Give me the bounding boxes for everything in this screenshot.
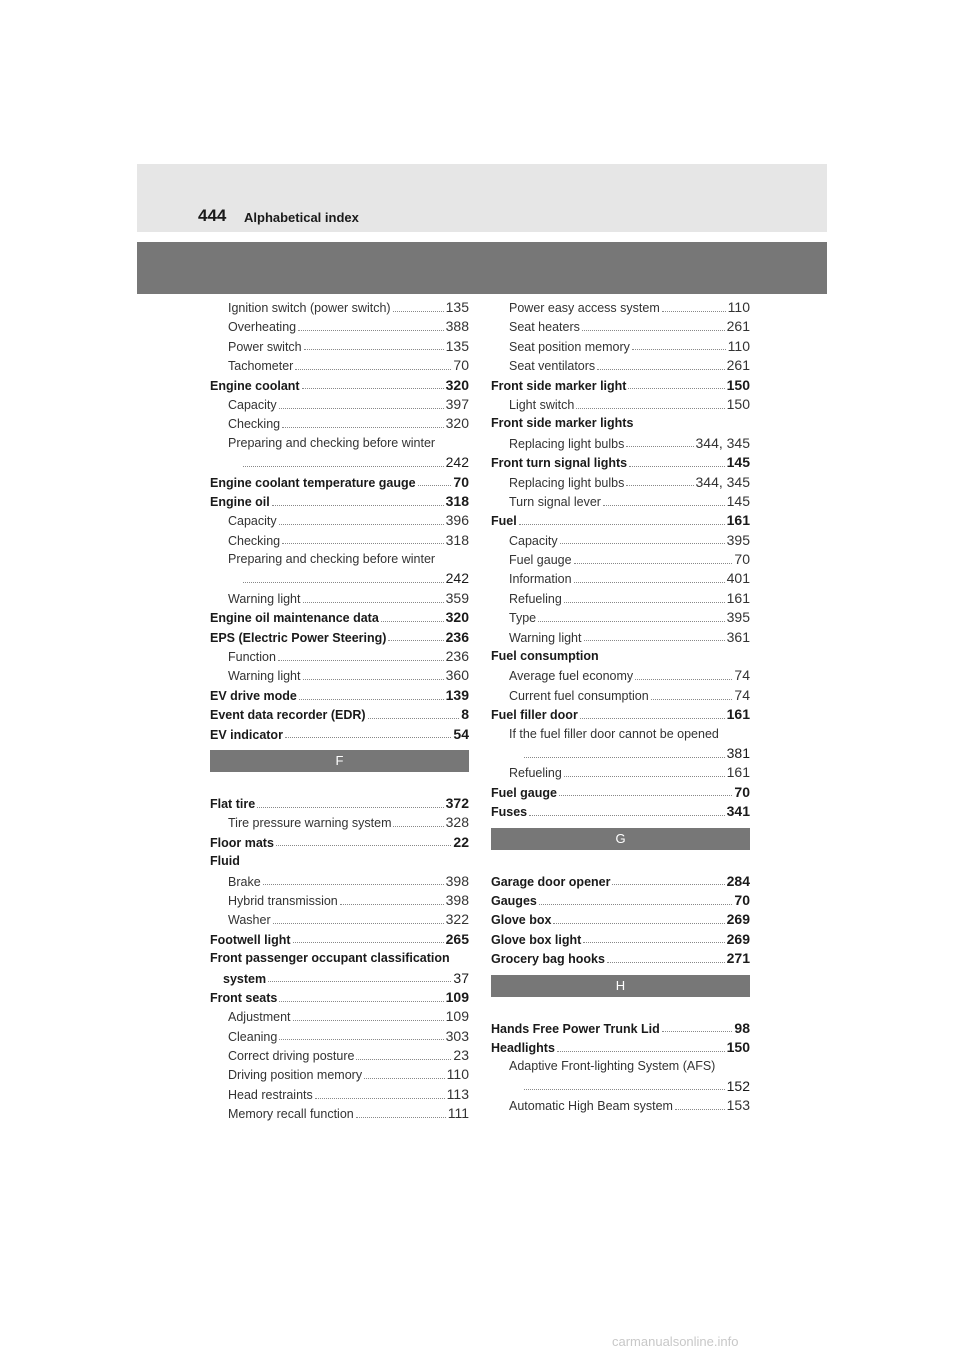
dot-leader xyxy=(574,562,733,564)
page-reference[interactable]: 110 xyxy=(727,337,750,354)
dot-leader xyxy=(629,465,725,467)
index-entry-text: Fuel xyxy=(491,514,517,529)
index-entry-text: If the fuel filler door cannot be opened xyxy=(509,726,719,741)
index-entry[interactable] xyxy=(210,647,469,666)
page-reference[interactable]: 150 xyxy=(726,376,750,393)
index-entry[interactable] xyxy=(491,317,750,336)
page-reference[interactable]: 70 xyxy=(734,891,750,908)
dot-leader xyxy=(612,883,724,885)
index-entry[interactable] xyxy=(491,376,750,395)
dot-leader xyxy=(524,1088,725,1090)
page-reference[interactable]: 110 xyxy=(727,299,750,315)
index-entry[interactable] xyxy=(210,872,469,891)
index-entry[interactable] xyxy=(210,969,469,988)
dot-leader xyxy=(574,581,725,583)
page-reference[interactable]: 344, 345 xyxy=(695,473,750,490)
index-entry[interactable] xyxy=(210,337,469,356)
decorative-band xyxy=(137,242,827,294)
index-entry[interactable] xyxy=(491,550,750,569)
dot-leader xyxy=(295,368,451,370)
index-entry[interactable] xyxy=(491,872,750,891)
page-reference[interactable]: 261 xyxy=(726,357,750,374)
index-entry[interactable] xyxy=(210,910,469,929)
dot-leader xyxy=(302,387,444,389)
index-entry[interactable] xyxy=(491,725,750,744)
index-entry[interactable] xyxy=(210,414,469,433)
index-entry-text: Preparing and checking before winter xyxy=(228,435,436,450)
index-entry[interactable] xyxy=(491,628,750,647)
page-reference[interactable]: 269 xyxy=(726,911,750,928)
index-entry[interactable] xyxy=(491,666,750,685)
index-entry-text: system xyxy=(223,971,267,986)
page-reference[interactable]: 269 xyxy=(726,930,750,947)
dot-leader xyxy=(583,941,724,943)
page-reference[interactable]: 303 xyxy=(445,1027,469,1044)
index-entry-text: Tachometer xyxy=(228,359,294,374)
index-entry[interactable] xyxy=(491,569,750,588)
page-reference[interactable]: 70 xyxy=(453,473,469,490)
dot-leader xyxy=(278,659,444,661)
index-entry[interactable] xyxy=(491,1057,750,1076)
page-reference[interactable]: 109 xyxy=(445,988,469,1005)
index-entry-text: Engine coolant xyxy=(210,378,300,393)
page-reference[interactable]: 359 xyxy=(445,589,469,606)
index-entry-text: Fuses xyxy=(491,805,528,820)
page-reference[interactable]: 395 xyxy=(726,609,750,626)
index-entry-text: Flat tire xyxy=(210,796,256,811)
dot-leader xyxy=(279,1038,443,1040)
index-entry-text: Brake xyxy=(228,874,261,889)
index-entry[interactable] xyxy=(491,763,750,782)
index-entry[interactable] xyxy=(491,453,750,472)
dot-leader xyxy=(243,465,444,467)
index-entry-text: Replacing light bulbs xyxy=(509,436,625,451)
dot-leader xyxy=(279,1000,443,1002)
index-entry-text: Front passenger occupant classification xyxy=(210,951,450,966)
page-reference[interactable]: 152 xyxy=(726,1077,750,1094)
page-reference[interactable]: 242 xyxy=(445,454,469,471)
index-entry[interactable] xyxy=(491,647,750,666)
dot-leader xyxy=(607,961,725,963)
index-entry-text: Preparing and checking before winter xyxy=(228,552,436,567)
index-entry[interactable] xyxy=(491,434,750,453)
page-reference[interactable]: 150 xyxy=(726,1038,750,1055)
dot-leader xyxy=(293,941,444,943)
index-entry-text: Average fuel economy xyxy=(509,669,634,684)
index-entry[interactable] xyxy=(491,473,750,492)
dot-leader xyxy=(560,542,725,544)
dot-leader xyxy=(626,484,693,486)
index-entry-text: Hands Free Power Trunk Lid xyxy=(491,1021,660,1036)
dot-leader xyxy=(603,504,725,506)
index-entry[interactable] xyxy=(491,395,750,414)
dot-leader xyxy=(356,1058,451,1060)
dot-leader xyxy=(299,698,444,700)
dot-leader xyxy=(315,1097,445,1099)
dot-leader xyxy=(539,903,733,905)
index-entry-text: Information xyxy=(509,572,572,587)
page-reference[interactable]: 401 xyxy=(726,570,750,587)
index-entry-text: Type xyxy=(509,611,537,626)
dot-leader xyxy=(257,806,443,808)
index-entry[interactable] xyxy=(210,725,469,744)
dot-leader xyxy=(243,581,444,583)
index-entry[interactable] xyxy=(491,930,750,949)
page-reference[interactable]: 113 xyxy=(446,1085,469,1102)
index-entry-text: Warning light xyxy=(228,591,301,606)
index-entry-text: Seat position memory xyxy=(509,339,630,354)
dot-leader xyxy=(651,698,733,700)
index-entry[interactable] xyxy=(210,1104,469,1123)
index-entry-text: Checking xyxy=(228,533,281,548)
index-entry[interactable] xyxy=(210,473,469,492)
dot-leader xyxy=(388,639,443,641)
index-entry[interactable] xyxy=(491,1096,750,1115)
index-entry-text: Washer xyxy=(228,913,271,928)
dot-leader xyxy=(393,825,443,827)
index-entry-text: Garage door opener xyxy=(491,874,611,889)
page-reference[interactable]: 318 xyxy=(445,531,469,548)
page-reference[interactable]: 145 xyxy=(726,454,750,471)
index-entry[interactable] xyxy=(210,376,469,395)
index-entry-text: Turn signal lever xyxy=(509,494,601,509)
index-entry[interactable] xyxy=(210,949,469,968)
index-entry[interactable] xyxy=(210,395,469,414)
index-entry[interactable] xyxy=(210,434,469,453)
index-entry-text: Fuel gauge xyxy=(509,553,572,568)
index-entry[interactable] xyxy=(210,356,469,375)
page-reference[interactable]: 320 xyxy=(445,415,469,432)
page-reference[interactable]: 395 xyxy=(726,531,750,548)
page-reference[interactable]: 372 xyxy=(445,794,469,811)
dot-leader xyxy=(263,883,444,885)
index-entry[interactable] xyxy=(491,298,750,317)
index-entry[interactable] xyxy=(491,705,750,724)
page-reference[interactable]: 22 xyxy=(453,833,469,850)
index-entry[interactable] xyxy=(491,686,750,705)
page-reference[interactable]: 74 xyxy=(734,667,750,684)
index-entry-text: Fuel gauge xyxy=(491,785,557,800)
index-entry[interactable] xyxy=(491,783,750,802)
index-column-right xyxy=(491,298,750,1115)
index-entry-text: Capacity xyxy=(228,397,277,412)
index-entry-text: Grocery bag hooks xyxy=(491,952,605,967)
index-entry-text: Refueling xyxy=(509,766,562,781)
dot-leader xyxy=(272,504,444,506)
page-reference[interactable]: 150 xyxy=(726,395,750,412)
page-reference[interactable]: 236 xyxy=(445,628,469,645)
dot-leader xyxy=(597,368,724,370)
dot-leader xyxy=(553,922,724,924)
dot-leader xyxy=(381,620,444,622)
dot-leader xyxy=(279,407,444,409)
dot-leader xyxy=(626,445,693,447)
index-entry[interactable] xyxy=(491,1019,750,1038)
dot-leader xyxy=(662,1030,733,1032)
index-entry[interactable] xyxy=(210,453,469,472)
dot-leader xyxy=(276,844,452,846)
dot-leader xyxy=(628,387,724,389)
index-entry[interactable] xyxy=(210,988,469,1007)
dot-leader xyxy=(632,348,726,350)
dot-leader xyxy=(564,775,725,777)
page-reference[interactable]: 110 xyxy=(446,1066,469,1083)
index-entry[interactable] xyxy=(491,511,750,530)
page-reference[interactable]: 37 xyxy=(453,969,469,986)
index-entry-text: Memory recall function xyxy=(228,1107,354,1122)
index-entry[interactable] xyxy=(210,298,469,317)
index-entry-text: Current fuel consumption xyxy=(509,688,649,703)
index-entry[interactable] xyxy=(210,686,469,705)
dot-leader xyxy=(675,1108,725,1110)
page-reference[interactable]: 70 xyxy=(734,551,750,568)
page-reference[interactable]: 161 xyxy=(726,589,750,606)
index-entry[interactable] xyxy=(491,1038,750,1057)
index-entry[interactable] xyxy=(491,589,750,608)
index-entry-text: Front side marker lights xyxy=(491,416,634,431)
dot-leader xyxy=(273,922,444,924)
index-entry-text: Fuel filler door xyxy=(491,708,578,723)
index-entry-text: Fluid xyxy=(210,854,240,869)
index-entry-text: Front seats xyxy=(210,990,278,1005)
index-entry-text: Capacity xyxy=(228,514,277,529)
dot-leader xyxy=(268,980,451,982)
index-entry-text: Function xyxy=(228,650,276,665)
page-reference[interactable]: 70 xyxy=(453,357,469,374)
index-entry[interactable] xyxy=(210,531,469,550)
header-band xyxy=(137,164,827,232)
index-entry[interactable] xyxy=(210,833,469,852)
page-reference[interactable]: 396 xyxy=(445,512,469,529)
index-entry-text: Floor mats xyxy=(210,835,274,850)
dot-leader xyxy=(282,542,444,544)
index-entry-text: Footwell light xyxy=(210,932,291,947)
page-reference[interactable]: 145 xyxy=(726,492,750,509)
index-entry[interactable] xyxy=(210,589,469,608)
page-reference[interactable]: 54 xyxy=(453,725,469,742)
index-entry-text: Overheating xyxy=(228,320,297,335)
index-entry[interactable] xyxy=(210,705,469,724)
page-reference[interactable]: 318 xyxy=(445,492,469,509)
index-entry[interactable] xyxy=(210,930,469,949)
page-reference[interactable]: 271 xyxy=(726,950,750,967)
index-entry[interactable] xyxy=(491,744,750,763)
index-entry[interactable] xyxy=(491,910,750,929)
dot-leader xyxy=(298,329,444,331)
dot-leader xyxy=(662,310,726,312)
index-entry-text: Warning light xyxy=(228,669,301,684)
page-number: 444 xyxy=(198,206,227,225)
page-reference[interactable]: 70 xyxy=(734,783,750,800)
dot-leader xyxy=(303,678,444,680)
index-entry[interactable] xyxy=(491,1077,750,1096)
page-reference[interactable]: 261 xyxy=(726,318,750,335)
dot-leader xyxy=(356,1116,446,1118)
index-entry[interactable] xyxy=(210,794,469,813)
index-entry-text: EPS (Electric Power Steering) xyxy=(210,630,387,645)
dot-leader xyxy=(580,717,725,719)
index-entry-text: Engine oil xyxy=(210,494,270,509)
dot-leader xyxy=(304,348,444,350)
index-entry-text: Glove box xyxy=(491,913,552,928)
index-entry-text: Adaptive Front-lighting System (AFS) xyxy=(509,1059,716,1074)
index-entry-text: Replacing light bulbs xyxy=(509,475,625,490)
index-entry[interactable] xyxy=(210,891,469,910)
index-entry-text: Seat ventilators xyxy=(509,359,596,374)
index-entry[interactable] xyxy=(210,550,469,569)
index-entry-text: Ignition switch (power switch) xyxy=(228,301,391,315)
index-entry[interactable] xyxy=(210,569,469,588)
index-entry[interactable] xyxy=(210,317,469,336)
index-entry-text: Light switch xyxy=(509,397,575,412)
index-entry[interactable] xyxy=(210,608,469,627)
index-entry-text: Front turn signal lights xyxy=(491,456,628,471)
index-entry-text: Fuel consumption xyxy=(491,649,599,664)
index-entry-text: Gauges xyxy=(491,893,537,908)
index-entry-text: Automatic High Beam system xyxy=(509,1099,673,1114)
dot-leader xyxy=(524,756,725,758)
page-reference[interactable]: 322 xyxy=(445,911,469,928)
page-reference[interactable]: 98 xyxy=(734,1019,750,1036)
dot-leader xyxy=(529,814,725,816)
page-reference[interactable]: 236 xyxy=(445,648,469,665)
index-entry-text: Power switch xyxy=(228,339,302,354)
index-entry-text: Checking xyxy=(228,417,281,432)
dot-leader xyxy=(364,1077,445,1079)
section-letter-f: F xyxy=(210,750,469,772)
page-reference[interactable]: 361 xyxy=(726,628,750,645)
page-reference[interactable]: 135 xyxy=(445,299,469,315)
page-reference[interactable]: 388 xyxy=(445,318,469,335)
dot-leader xyxy=(564,601,725,603)
dot-leader xyxy=(303,601,444,603)
index-column-left xyxy=(210,298,469,1124)
dot-leader xyxy=(582,329,725,331)
dot-leader xyxy=(368,717,460,719)
dot-leader xyxy=(538,620,725,622)
index-entry-text: Adjustment xyxy=(228,1010,291,1025)
index-entry-text: Event data recorder (EDR) xyxy=(210,708,366,723)
page-reference[interactable]: 135 xyxy=(445,337,469,354)
dot-leader xyxy=(285,736,451,738)
dot-leader xyxy=(576,407,724,409)
page-reference[interactable]: 265 xyxy=(445,930,469,947)
page-reference[interactable]: 161 xyxy=(726,706,750,723)
page-reference[interactable]: 153 xyxy=(726,1097,750,1114)
dot-leader xyxy=(557,1050,725,1052)
page-reference[interactable]: 161 xyxy=(726,764,750,781)
index-entry-text: Driving position memory xyxy=(228,1068,363,1083)
index-entry[interactable] xyxy=(210,1085,469,1104)
index-entry-text: Engine coolant temperature gauge xyxy=(210,475,416,490)
index-entry[interactable] xyxy=(210,1027,469,1046)
dot-leader xyxy=(519,523,725,525)
dot-leader xyxy=(418,484,452,486)
index-entry-text: Tire pressure warning system xyxy=(228,816,392,831)
page-reference[interactable]: 109 xyxy=(445,1008,469,1025)
page-reference[interactable]: 398 xyxy=(445,891,469,908)
dot-leader xyxy=(635,678,732,680)
page-reference[interactable]: 74 xyxy=(734,686,750,703)
index-entry[interactable] xyxy=(210,1007,469,1026)
index-entry-text: Cleaning xyxy=(228,1029,278,1044)
page-reference[interactable]: 381 xyxy=(726,744,750,761)
index-entry-text: Engine oil maintenance data xyxy=(210,611,379,626)
index-entry-text: EV drive mode xyxy=(210,688,297,703)
index-entry[interactable] xyxy=(491,802,750,821)
index-entry[interactable] xyxy=(491,531,750,550)
index-entry[interactable] xyxy=(491,949,750,968)
page-reference[interactable]: 320 xyxy=(445,376,469,393)
index-entry[interactable] xyxy=(210,511,469,530)
index-entry[interactable] xyxy=(210,628,469,647)
index-entry[interactable] xyxy=(210,813,469,832)
index-entry[interactable] xyxy=(491,891,750,910)
dot-leader xyxy=(340,903,444,905)
page-reference[interactable]: 344, 345 xyxy=(695,434,750,451)
index-entry[interactable] xyxy=(210,666,469,685)
index-entry-text: Warning light xyxy=(509,630,582,645)
index-entry-text: Correct driving posture xyxy=(228,1049,355,1064)
page-reference[interactable]: 360 xyxy=(445,667,469,684)
section-title: Alphabetical index xyxy=(244,210,359,225)
index-entry[interactable] xyxy=(491,356,750,375)
page-reference[interactable]: 341 xyxy=(726,803,750,820)
page-reference[interactable]: 111 xyxy=(447,1105,469,1122)
index-entry-text: Front side marker light xyxy=(491,378,627,393)
dot-leader xyxy=(282,426,444,428)
section-letter-h: H xyxy=(491,975,750,997)
section-letter-g: G xyxy=(491,828,750,850)
dot-leader xyxy=(559,794,732,796)
page-reference[interactable]: 139 xyxy=(445,686,469,703)
page-reference[interactable]: 328 xyxy=(445,814,469,831)
dot-leader xyxy=(393,310,444,312)
index-entry-text: Refueling xyxy=(509,591,562,606)
index-entry-text: Seat heaters xyxy=(509,320,580,335)
dot-leader xyxy=(584,639,725,641)
index-entry[interactable] xyxy=(210,492,469,511)
index-entry-text: EV indicator xyxy=(210,727,283,742)
page-reference[interactable]: 8 xyxy=(461,706,469,723)
index-entry[interactable] xyxy=(491,608,750,627)
watermark: carmanualsonline.info xyxy=(612,1334,739,1349)
index-entry[interactable] xyxy=(210,1065,469,1084)
index-entry-text: Hybrid transmission xyxy=(228,893,338,908)
index-entry[interactable] xyxy=(491,414,750,433)
page-reference[interactable]: 320 xyxy=(445,609,469,626)
page-reference[interactable]: 397 xyxy=(445,395,469,412)
index-entry[interactable] xyxy=(210,1046,469,1065)
index-entry[interactable] xyxy=(491,492,750,511)
index-entry-text: Power easy access system xyxy=(509,301,660,315)
index-entry-text: Head restraints xyxy=(228,1087,313,1102)
page-reference[interactable]: 398 xyxy=(445,872,469,889)
page-reference[interactable]: 284 xyxy=(726,872,750,889)
page-reference[interactable]: 23 xyxy=(453,1047,469,1064)
index-entry-text: Headlights xyxy=(491,1040,555,1055)
page-reference[interactable]: 161 xyxy=(726,512,750,529)
dot-leader xyxy=(279,523,444,525)
index-entry[interactable] xyxy=(210,852,469,871)
index-entry[interactable] xyxy=(491,337,750,356)
index-entry-text: Glove box light xyxy=(491,932,582,947)
index-entry-text: Capacity xyxy=(509,533,558,548)
dot-leader xyxy=(293,1019,444,1021)
page-reference[interactable]: 242 xyxy=(445,570,469,587)
